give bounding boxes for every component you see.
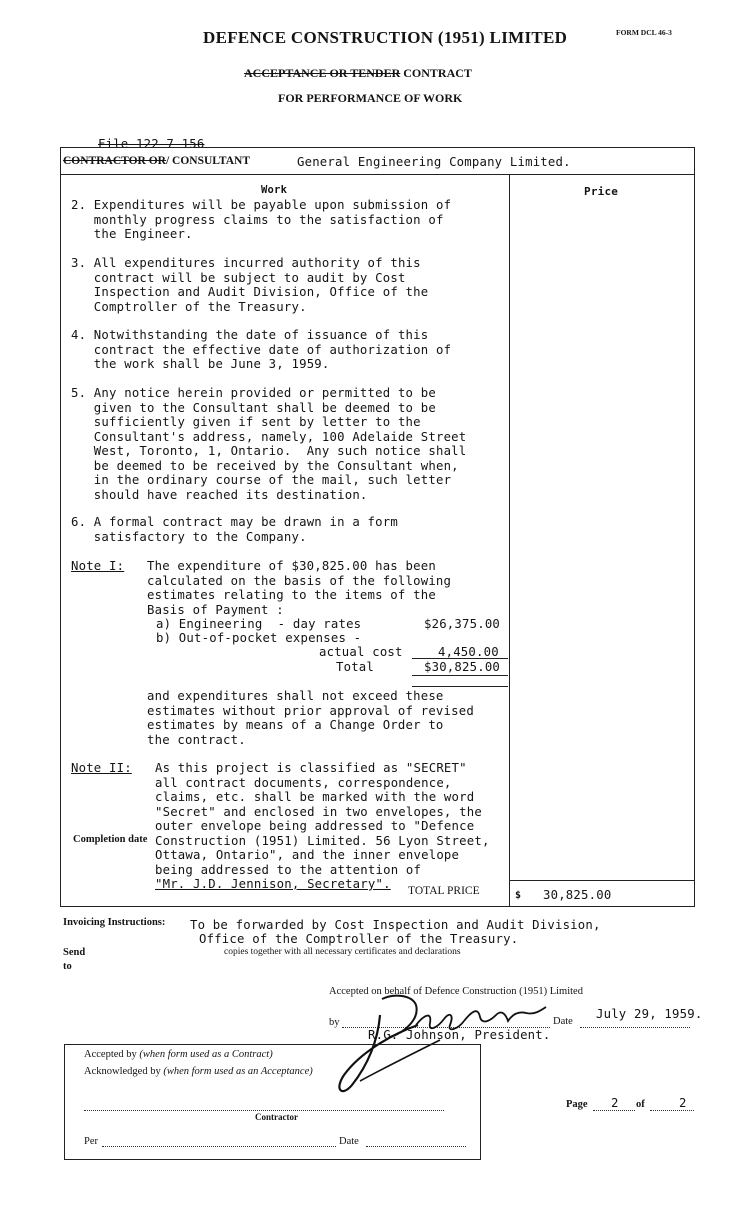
form-number: FORM DCL 46-3 <box>616 28 672 37</box>
contractor-label: Contractor <box>255 1112 298 1122</box>
total-rule-1 <box>412 675 508 676</box>
contractor-label <box>63 155 250 167</box>
item-line: Comptroller of the Treasury. <box>71 299 307 314</box>
contractor-name: General Engineering Company Limited. <box>297 155 571 169</box>
acceptance-date-label: Date <box>553 1016 573 1027</box>
item-line: monthly progress claims to the satisfaction of <box>71 212 444 227</box>
note-line: estimates without prior approval of revised <box>147 703 474 718</box>
completion-date-label: Completion date <box>73 834 148 845</box>
item-4 <box>71 328 451 372</box>
total-rule-2 <box>412 686 508 687</box>
file-number: File 122-7-156 <box>98 137 205 151</box>
item-line: West, Toronto, 1, Ontario. Any such notice shall <box>71 444 467 458</box>
note1-intro <box>147 559 451 617</box>
page-total: 2 <box>679 1096 687 1110</box>
page-current: 2 <box>611 1096 619 1110</box>
subtitle-struck-text: ACCEPTANCE OR TENDER <box>244 66 401 80</box>
item-line: 4. Notwithstanding the date of issuance of this <box>71 328 429 342</box>
item-line: 2. Expenditures will be payable upon submission of <box>71 198 452 212</box>
note-line: being addressed to the attention of <box>155 862 422 877</box>
contractor-date-line <box>366 1146 466 1147</box>
note2-label: Note II: <box>71 761 132 775</box>
acknowledged-by <box>84 1066 313 1077</box>
to-label: to <box>63 961 72 972</box>
line-b2-value: 4,450.00 <box>438 645 499 659</box>
total-price-divider <box>509 880 695 881</box>
item-line: given to the Consultant shall be deemed to be <box>71 400 436 415</box>
total-price-label: TOTAL PRICE <box>408 885 480 897</box>
page-label: Page <box>566 1099 588 1110</box>
subtitle-contract-text: CONTRACT <box>403 66 472 80</box>
line-b-label: b) Out-of-pocket expenses - <box>156 631 362 645</box>
note-line: Construction (1951) Limited. 56 Lyon Street, <box>155 833 490 848</box>
per-line <box>102 1146 336 1147</box>
item-line: contract will be subject to audit by Cost <box>71 270 406 285</box>
note-line: The expenditure of $30,825.00 has been <box>147 559 436 573</box>
note-line: the contract. <box>147 732 246 747</box>
item-line: Inspection and Audit Division, Office of the <box>71 285 429 299</box>
note-line: estimates by means of a Change Order to <box>147 718 444 732</box>
per-label: Per <box>84 1136 98 1147</box>
line-a-label: a) Engineering - day rates <box>156 617 362 631</box>
item-line: satisfactory to the Company. <box>71 529 307 544</box>
note-line: "Mr. J.D. Jennison, Secretary". <box>155 877 391 891</box>
item-line: 6. A formal contract may be drawn in a form <box>71 515 398 529</box>
contractor-signature-line <box>84 1110 444 1111</box>
document-title: DEFENCE CONSTRUCTION (1951) LIMITED <box>203 28 568 47</box>
accepted-by-label: Accepted by <box>84 1049 137 1060</box>
item-line: 5. Any notice herein provided or permitted to be <box>71 386 436 400</box>
acknowledged-by-label: Acknowledged by <box>84 1066 161 1077</box>
note-line: calculated on the basis of the following <box>147 573 452 588</box>
accepted-by-note: (when form used as a Contract) <box>139 1049 273 1060</box>
item-line: contract the effective date of authorization of <box>71 342 452 357</box>
subtitle-performance: FOR PERFORMANCE OF WORK <box>278 91 463 105</box>
item-2 <box>71 198 451 242</box>
note-line: Ottawa, Ontario", and the inner envelope <box>155 848 460 862</box>
note-line: estimates relating to the items of the <box>147 588 436 602</box>
total-label: Total <box>336 660 375 674</box>
note1-outro <box>147 689 474 747</box>
note-line: As this project is classified as "SECRET" <box>155 761 467 775</box>
contractor-row-divider <box>60 174 695 175</box>
subtotal-rule <box>412 658 508 659</box>
invoicing-label: Invoicing Instructions: <box>63 917 166 928</box>
item-line: should have reached its destination. <box>71 487 368 502</box>
item-line: the Engineer. <box>71 227 193 241</box>
item-line: 3. All expenditures incurred authority of this <box>71 256 421 270</box>
page-of-label: of <box>636 1099 645 1110</box>
send-label: Send <box>63 947 86 958</box>
price-column-heading: Price <box>584 185 619 198</box>
item-line: be deemed to be received by the Consultant when, <box>71 458 459 473</box>
note1-label: Note I: <box>71 559 125 573</box>
consultant-label: / CONSULTANT <box>165 155 251 167</box>
item-3 <box>71 256 428 314</box>
acceptance-date-line <box>580 1027 690 1028</box>
item-6 <box>71 515 398 544</box>
page-total-line <box>650 1110 694 1111</box>
invoicing-line-1: To be forwarded by Cost Inspection and Audit Division, <box>190 918 601 932</box>
line-a-value: $26,375.00 <box>424 617 501 631</box>
note-line: and expenditures shall not exceed these <box>147 689 444 703</box>
note-line: outer envelope being addressed to "Defence <box>155 819 475 833</box>
signer-name: R.G. Johnson, President. <box>368 1028 551 1042</box>
acknowledged-by-note: (when form used as an Acceptance) <box>163 1066 313 1077</box>
total-price-value: 30,825.00 <box>543 888 612 902</box>
invoicing-line-2: Office of the Comptroller of the Treasury. <box>199 932 519 946</box>
line-b2-label: actual cost <box>319 645 403 659</box>
item-line: in the ordinary course of the mail, such letter <box>71 473 452 487</box>
item-5 <box>71 386 466 502</box>
work-column-heading: Work <box>261 184 288 196</box>
subtitle-contract-type <box>244 66 472 81</box>
total-price-currency: $ <box>515 890 522 901</box>
note-line: all contract documents, correspondence, <box>155 775 452 790</box>
item-line: sufficiently given if sent by letter to the <box>71 415 421 429</box>
accepted-on-behalf: Accepted on behalf of Defence Construction (1951) Limited <box>329 986 583 997</box>
price-column-divider <box>509 175 510 906</box>
item-line: Consultant's address, namely, 100 Adelaide Street <box>71 429 467 444</box>
accepted-by <box>84 1049 273 1060</box>
contractor-label-struck: CONTRACTOR OR <box>63 155 166 167</box>
contractor-date-label: Date <box>339 1136 359 1147</box>
note-line: Basis of Payment : <box>147 602 284 617</box>
acceptance-date-value: July 29, 1959. <box>596 1007 703 1021</box>
item-line: the work shall be June 3, 1959. <box>71 357 330 371</box>
note-line: "Secret" and enclosed in two envelopes, the <box>155 804 482 819</box>
by-label: by <box>329 1017 340 1028</box>
total-value: $30,825.00 <box>424 660 501 674</box>
note2-text <box>155 761 490 892</box>
contractor-acceptance-box <box>64 1044 481 1160</box>
note-line: claims, etc. shall be marked with the word <box>155 790 475 804</box>
copies-note: copies together with all necessary certificates and declarations <box>224 947 461 957</box>
